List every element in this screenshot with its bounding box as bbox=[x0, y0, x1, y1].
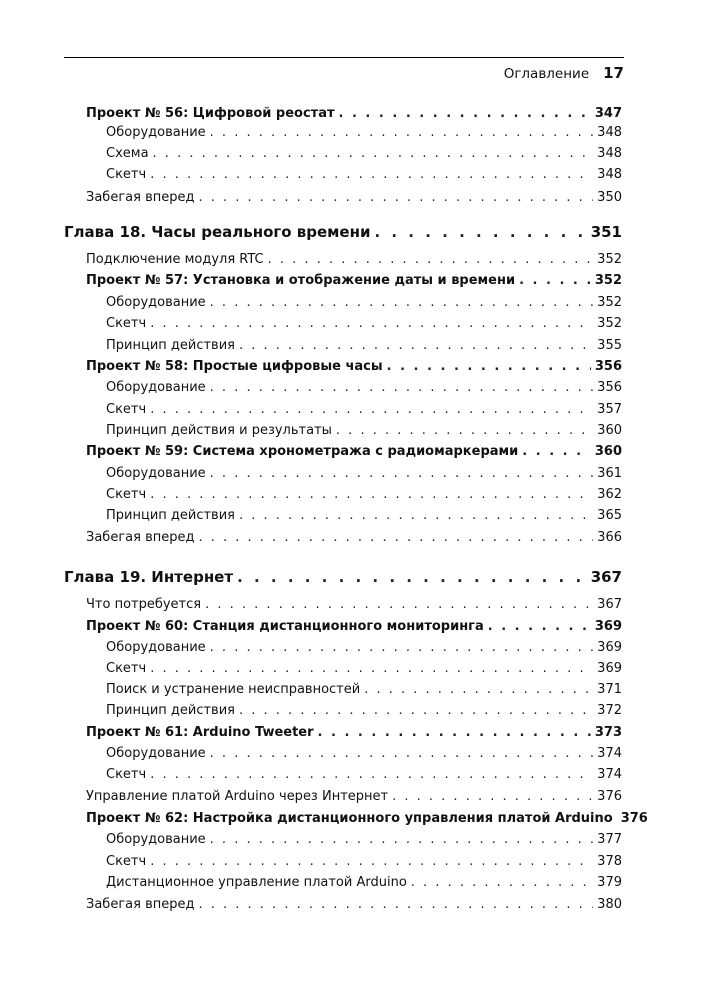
toc-entry-title: Схема bbox=[106, 146, 149, 161]
toc-entry-page: 376 bbox=[597, 789, 622, 804]
toc-entry-title: Забегая вперед bbox=[86, 530, 195, 545]
toc-entry-title: Забегая вперед bbox=[86, 897, 195, 912]
toc-entry-page: 366 bbox=[597, 530, 622, 545]
page-number: 17 bbox=[603, 64, 624, 82]
toc-entry-page: 362 bbox=[597, 487, 622, 502]
toc-entry bbox=[86, 597, 622, 613]
toc-entry-page: 377 bbox=[597, 832, 622, 847]
toc-entry-title: Забегая вперед bbox=[86, 190, 195, 205]
toc-entry-title: Скетч bbox=[106, 402, 147, 417]
toc-entry-title: Скетч bbox=[106, 854, 147, 869]
dot-leader bbox=[210, 832, 594, 848]
toc-entry-page: 369 bbox=[597, 640, 622, 655]
toc-entry-page: 367 bbox=[590, 568, 622, 586]
dot-leader bbox=[150, 854, 593, 870]
toc-entry bbox=[106, 487, 622, 503]
toc-entry-page: 369 bbox=[594, 619, 622, 634]
toc-entry bbox=[106, 661, 622, 677]
dot-leader bbox=[210, 746, 594, 762]
dot-leader bbox=[364, 682, 593, 698]
toc-entry-page: 361 bbox=[597, 466, 622, 481]
toc-entry bbox=[106, 767, 622, 783]
toc-project bbox=[86, 359, 622, 375]
toc-entry-page: 348 bbox=[597, 167, 622, 182]
toc-entry bbox=[106, 682, 622, 698]
dot-leader bbox=[198, 897, 593, 913]
toc-entry-title: Подключение модуля RTC bbox=[86, 252, 264, 267]
toc-entry-title: Оборудование bbox=[106, 125, 206, 140]
dot-leader bbox=[198, 190, 593, 206]
toc-entry-title: Оборудование bbox=[106, 746, 206, 761]
toc-entry-page: 374 bbox=[597, 746, 622, 761]
toc-entry-page: 379 bbox=[597, 875, 622, 890]
toc-entry-title: Скетч bbox=[106, 767, 147, 782]
toc-entry-title: Проект № 61: Arduino Tweeter bbox=[86, 725, 314, 740]
toc-entry-title: Управление платой Arduino через Интернет bbox=[86, 789, 389, 804]
dot-leader bbox=[239, 703, 593, 719]
dot-leader bbox=[339, 106, 591, 122]
dot-leader bbox=[150, 316, 593, 332]
toc-entry-page: 347 bbox=[594, 106, 622, 121]
toc-entry-page: 348 bbox=[597, 125, 622, 140]
toc-entry bbox=[106, 295, 622, 311]
toc-project bbox=[86, 106, 622, 122]
toc-entry-title: Глава 19. Интернет bbox=[64, 568, 234, 586]
toc-entry-page: 350 bbox=[597, 190, 622, 205]
toc-entry-page: 356 bbox=[597, 380, 622, 395]
dot-leader bbox=[150, 767, 593, 783]
dot-leader bbox=[318, 725, 591, 741]
dot-leader bbox=[210, 380, 594, 396]
dot-leader bbox=[387, 359, 591, 375]
toc-entry-title: Оборудование bbox=[106, 832, 206, 847]
toc-entry-page: 372 bbox=[597, 703, 622, 718]
toc-entry-page: 367 bbox=[597, 597, 622, 612]
toc-entry-page: 355 bbox=[597, 338, 622, 353]
toc-entry-page: 373 bbox=[594, 725, 622, 740]
toc-entry-page: 352 bbox=[597, 295, 622, 310]
dot-leader bbox=[411, 875, 593, 891]
dot-leader bbox=[268, 252, 594, 268]
toc-entry bbox=[106, 508, 622, 524]
toc-entry-page: 360 bbox=[597, 423, 622, 438]
toc-entry bbox=[86, 789, 622, 805]
toc-entry-page: 369 bbox=[597, 661, 622, 676]
running-header-title: Оглавление bbox=[503, 66, 590, 82]
toc-entry bbox=[106, 316, 622, 332]
toc-entry bbox=[86, 897, 622, 913]
toc-entry-title: Оборудование bbox=[106, 466, 206, 481]
toc-entry-page: 352 bbox=[597, 316, 622, 331]
toc-entry bbox=[106, 423, 622, 439]
toc-entry bbox=[106, 146, 622, 162]
toc-entry-page: 365 bbox=[597, 508, 622, 523]
toc-entry-page: 371 bbox=[597, 682, 622, 697]
dot-leader bbox=[198, 530, 593, 546]
toc-entry bbox=[106, 875, 622, 891]
toc-entry bbox=[86, 530, 622, 546]
dot-leader bbox=[392, 789, 593, 805]
toc-entry-title: Проект № 56: Цифровой реостат bbox=[86, 106, 335, 121]
toc-project bbox=[86, 444, 622, 460]
toc-entry-title: Глава 18. Часы реального времени bbox=[64, 223, 371, 241]
toc-entry-title: Дистанционное управление платой Arduino bbox=[106, 875, 407, 890]
toc-entry-title: Проект № 60: Станция дистанционного мониторинга bbox=[86, 619, 484, 634]
dot-leader bbox=[239, 338, 593, 354]
toc-entry-page: 374 bbox=[597, 767, 622, 782]
toc-chapter bbox=[64, 569, 622, 585]
toc-entry bbox=[106, 854, 622, 870]
toc-entry-page: 357 bbox=[597, 402, 622, 417]
toc-entry bbox=[106, 746, 622, 762]
dot-leader bbox=[519, 273, 591, 289]
toc-entry-title: Скетч bbox=[106, 661, 147, 676]
dot-leader bbox=[210, 125, 594, 141]
toc-entry-title: Проект № 57: Установка и отображение даты и времени bbox=[86, 273, 516, 288]
toc-entry-title: Поиск и устранение неисправностей bbox=[106, 682, 361, 697]
toc-chapter bbox=[64, 224, 622, 240]
toc-entry-title: Что потребуется bbox=[86, 597, 202, 612]
toc-entry bbox=[106, 402, 622, 418]
toc-entry-title: Оборудование bbox=[106, 380, 206, 395]
toc-entry-page: 352 bbox=[594, 273, 622, 288]
toc-entry-title: Принцип действия bbox=[106, 508, 235, 523]
dot-leader bbox=[210, 640, 594, 656]
toc-entry-title: Принцип действия bbox=[106, 703, 235, 718]
dot-leader bbox=[522, 444, 591, 460]
dot-leader bbox=[205, 597, 593, 613]
dot-leader bbox=[210, 466, 594, 482]
toc-entry-page: 356 bbox=[594, 359, 622, 374]
toc-entry-title: Скетч bbox=[106, 316, 147, 331]
dot-leader bbox=[488, 619, 591, 635]
toc-entry-page: 360 bbox=[594, 444, 622, 459]
toc-entry-title: Оборудование bbox=[106, 640, 206, 655]
toc-entry-title: Скетч bbox=[106, 167, 147, 182]
toc-entry bbox=[86, 190, 622, 206]
dot-leader bbox=[150, 402, 593, 418]
dot-leader bbox=[237, 569, 587, 585]
dot-leader bbox=[336, 423, 593, 439]
toc-project bbox=[86, 811, 648, 827]
toc-entry-page: 351 bbox=[590, 223, 622, 241]
dot-leader bbox=[150, 661, 593, 677]
toc-entry-title: Проект № 59: Система хронометража с радиомаркерами bbox=[86, 444, 519, 459]
toc-project bbox=[86, 273, 622, 289]
toc-entry bbox=[106, 125, 622, 141]
toc-entry-title: Принцип действия и результаты bbox=[106, 423, 332, 438]
toc-entry bbox=[106, 640, 622, 656]
toc-entry-title: Принцип действия bbox=[106, 338, 235, 353]
toc-entry-title: Проект № 62: Настройка дистанционного управления платой Arduino bbox=[86, 811, 613, 826]
toc-project bbox=[86, 725, 622, 741]
toc-entry bbox=[106, 380, 622, 396]
toc-entry bbox=[106, 338, 622, 354]
toc-entry-page: 348 bbox=[597, 146, 622, 161]
toc-entry bbox=[86, 252, 622, 268]
toc-entry-page: 352 bbox=[597, 252, 622, 267]
toc-entry bbox=[106, 703, 622, 719]
dot-leader bbox=[210, 295, 594, 311]
toc-entry-title: Проект № 58: Простые цифровые часы bbox=[86, 359, 383, 374]
dot-leader bbox=[150, 487, 593, 503]
toc-project bbox=[86, 619, 622, 635]
toc-entry-page: 376 bbox=[620, 811, 648, 826]
running-header bbox=[504, 64, 624, 82]
dot-leader bbox=[374, 224, 586, 240]
toc-entry bbox=[106, 466, 622, 482]
dot-leader bbox=[239, 508, 593, 524]
dot-leader bbox=[153, 146, 594, 162]
header-rule bbox=[64, 57, 624, 58]
toc-entry-title: Скетч bbox=[106, 487, 147, 502]
toc-entry-page: 380 bbox=[597, 897, 622, 912]
toc-entry bbox=[106, 832, 622, 848]
toc-entry-page: 378 bbox=[597, 854, 622, 869]
toc-entry bbox=[106, 167, 622, 183]
toc-entry-title: Оборудование bbox=[106, 295, 206, 310]
dot-leader bbox=[150, 167, 593, 183]
